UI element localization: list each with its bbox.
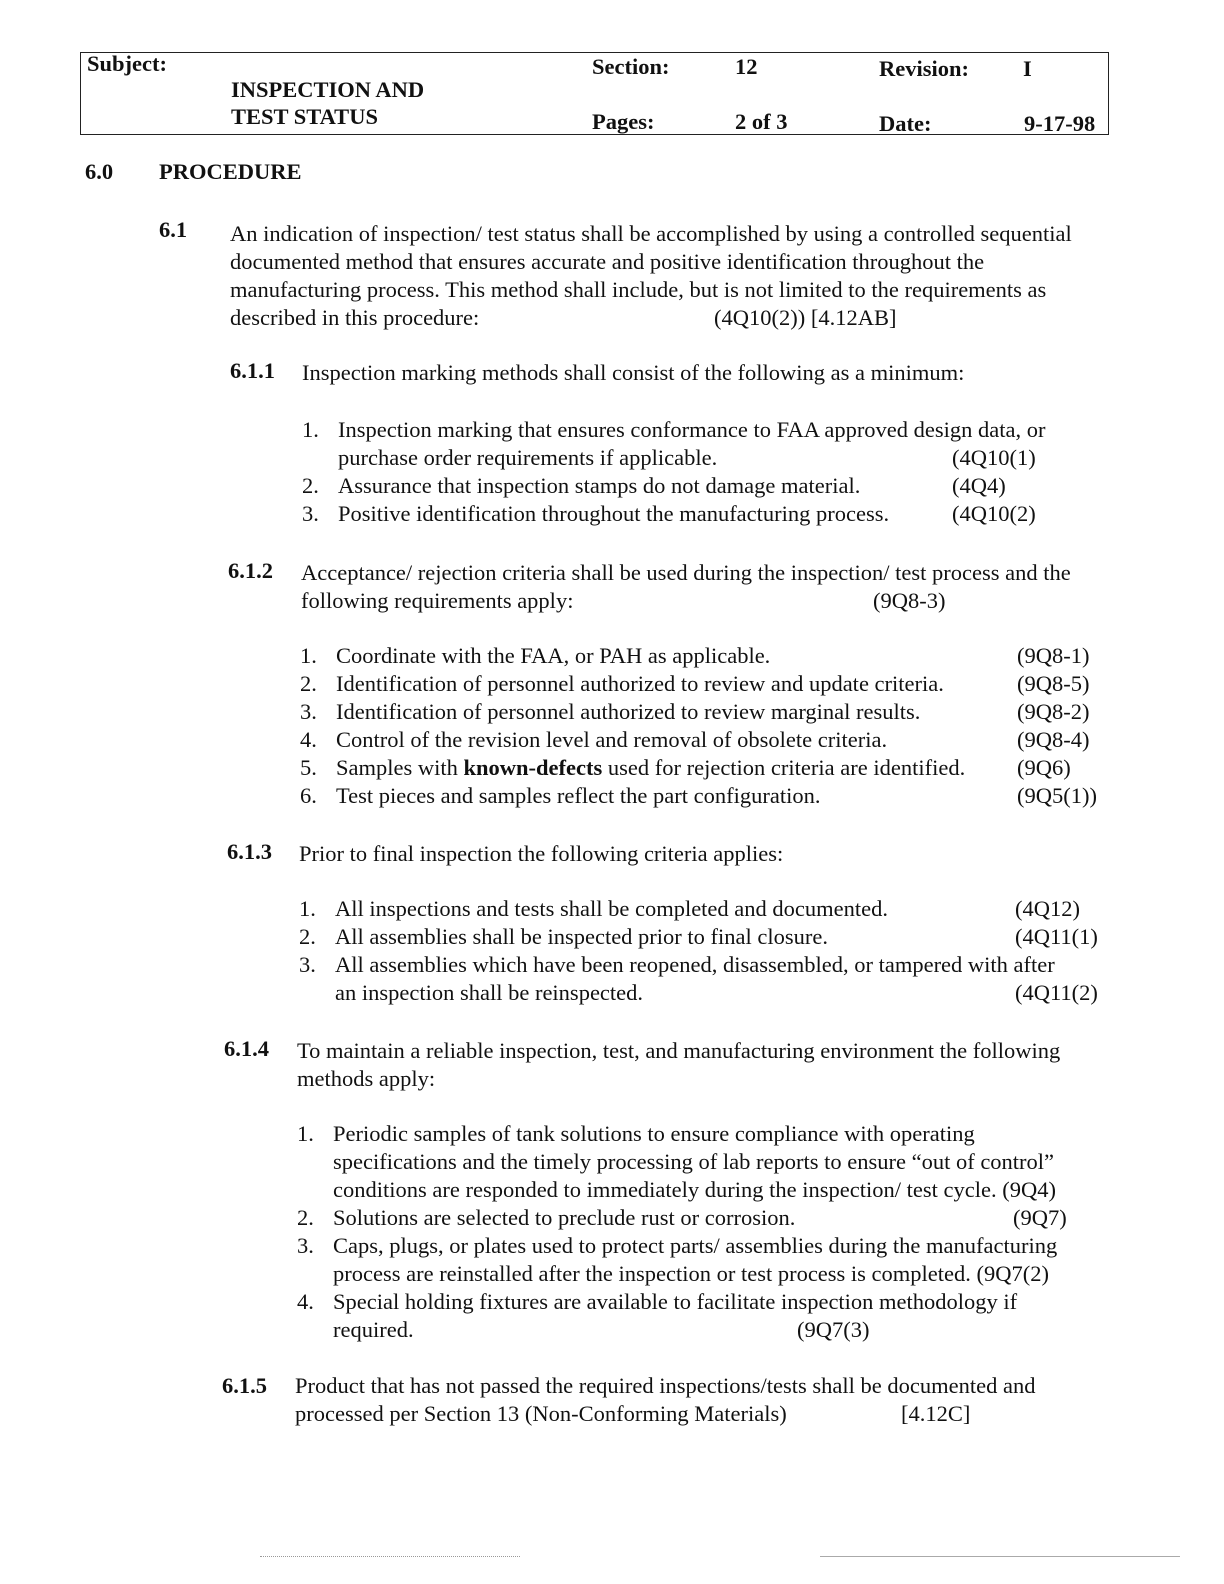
section-value: 12: [735, 54, 758, 79]
item-text: All inspections and tests shall be completed and documented.: [335, 896, 888, 921]
item-number: 5.: [300, 755, 317, 780]
section-label: Section:: [592, 54, 670, 79]
reference-code: [4.12C]: [901, 1401, 971, 1426]
scan-artifact: [260, 1556, 520, 1557]
reference-code: (9Q7(3): [797, 1317, 870, 1342]
text-line: methods apply:: [297, 1066, 436, 1091]
date-label: Date:: [879, 111, 932, 136]
pages-label: Pages:: [592, 109, 655, 134]
item-text-part: Samples with: [336, 755, 464, 780]
item-text: Periodic samples of tank solutions to ensure compliance with operating: [333, 1121, 975, 1146]
item-text: Control of the revision level and removal of obsolete criteria.: [336, 727, 888, 752]
item-number: 2.: [297, 1205, 314, 1230]
reference-code: (9Q8-1): [1017, 643, 1090, 668]
document-header: [80, 52, 1109, 135]
item-number: 1.: [299, 896, 316, 921]
text-line-content: processed per Section 13 (Non-Conforming Materials): [295, 1401, 787, 1426]
clause-6-1-2-text: [301, 559, 1121, 615]
text-line: Product that has not passed the required inspections/tests shall be documented and: [295, 1373, 1036, 1398]
item-text: required.: [333, 1317, 414, 1342]
item-text: Solutions are selected to preclude rust or corrosion.: [333, 1205, 796, 1230]
item-text: Identification of personnel authorized to review and update criteria.: [336, 671, 944, 696]
clause-6-1-3-list: [299, 895, 1111, 1007]
item-text: Positive identification throughout the manufacturing process.: [338, 501, 890, 526]
reference-code: (9Q8-5): [1017, 671, 1090, 696]
clause-6-1-number: 6.1: [159, 217, 188, 242]
subject-label: Subject:: [87, 51, 167, 76]
list-item: [300, 782, 1110, 810]
item-text-emphasis: known-defects: [463, 755, 603, 780]
clause-6-1-text: [230, 220, 1130, 332]
list-item: [299, 923, 1111, 951]
item-text: Inspection marking that ensures conformance to FAA approved design data, or: [338, 417, 1046, 442]
reference-code: (4Q11(2): [1015, 980, 1098, 1005]
item-number: 3.: [299, 952, 316, 977]
clause-6-1-4-text: [297, 1037, 1117, 1093]
reference-code: (4Q4): [952, 473, 1006, 498]
revision-label: Revision:: [879, 56, 969, 81]
clause-6-1-3-number: 6.1.3: [227, 839, 272, 864]
clause-6-1-5-text: [295, 1372, 1115, 1428]
item-number: 2.: [299, 924, 316, 949]
reference-code: (4Q10(2): [952, 501, 1036, 526]
reference-code: (4Q11(1): [1015, 924, 1098, 949]
item-number: 2.: [300, 671, 317, 696]
clause-6-1-3-text: Prior to final inspection the following criteria applies:: [299, 841, 784, 866]
list-item: [300, 754, 1110, 782]
list-item: [300, 642, 1110, 670]
item-text: an inspection shall be reinspected.: [335, 980, 644, 1005]
item-number: 1.: [300, 643, 317, 668]
item-number: 1.: [302, 417, 319, 442]
list-item: [300, 670, 1110, 698]
clause-6-1-1-number: 6.1.1: [230, 358, 275, 383]
item-text: Test pieces and samples reflect the part configuration.: [336, 783, 821, 808]
text-line: To maintain a reliable inspection, test, and manufacturing environment the following: [297, 1038, 1061, 1063]
item-text: Identification of personnel authorized to review marginal results.: [336, 699, 921, 724]
text-line: Acceptance/ rejection criteria shall be used during the inspection/ test process and the: [301, 560, 1071, 585]
clause-6-1-4-list: [297, 1120, 1107, 1344]
list-item-continuation: [297, 1176, 1107, 1204]
reference-code: (9Q6): [1017, 755, 1071, 780]
list-item: [297, 1204, 1107, 1232]
list-item: [302, 500, 1112, 528]
clause-6-1-5-number: 6.1.5: [222, 1373, 267, 1398]
text-line: manufacturing process. This method shall include, but is not limited to the requirements as: [230, 277, 1047, 302]
text-line: [295, 1400, 1115, 1428]
reference-code: (9Q5(1)): [1017, 783, 1097, 808]
text-line-content: following requirements apply:: [301, 588, 574, 613]
item-text: specifications and the timely processing of lab reports to ensure “out of control”: [333, 1149, 1055, 1174]
item-text: All assemblies which have been reopened, disassembled, or tampered with after: [335, 952, 1055, 977]
reference-code: (9Q8-4): [1017, 727, 1090, 752]
reference-code: (4Q12): [1015, 896, 1080, 921]
list-item-continuation: [299, 979, 1111, 1007]
item-number: 2.: [302, 473, 319, 498]
item-text: Caps, plugs, or plates used to protect parts/ assemblies during the manufacturing: [333, 1233, 1058, 1258]
list-item-continuation: [302, 444, 1112, 472]
list-item-continuation: [297, 1260, 1107, 1288]
item-number: 4.: [297, 1289, 314, 1314]
text-line: documented method that ensures accurate and positive identification throughout the: [230, 249, 985, 274]
reference-code: (4Q10(2)) [4.12AB]: [714, 305, 897, 330]
text-line: [230, 304, 1130, 332]
item-text: Special holding fixtures are available to facilitate inspection methodology if: [333, 1289, 1018, 1314]
reference-code: (4Q10(1): [952, 445, 1036, 470]
subject-line-2: TEST STATUS: [231, 104, 378, 129]
item-number: 3.: [302, 501, 319, 526]
clause-6-1-4-number: 6.1.4: [224, 1036, 269, 1061]
list-item-continuation: [297, 1316, 1107, 1344]
text-line: An indication of inspection/ test status shall be accomplished by using a controlled sequential: [230, 221, 1072, 246]
item-text: purchase order requirements if applicable.: [338, 445, 718, 470]
list-item: [297, 1120, 1107, 1148]
reference-code: (9Q7): [1013, 1205, 1067, 1230]
section-title: PROCEDURE: [159, 159, 302, 184]
item-text: [336, 754, 965, 782]
subject-line-1: INSPECTION AND: [231, 77, 425, 102]
item-number: 3.: [300, 699, 317, 724]
item-text: conditions are responded to immediately during the inspection/ test cycle. (9Q4): [333, 1177, 1056, 1202]
item-text: All assemblies shall be inspected prior to final closure.: [335, 924, 829, 949]
reference-code: (9Q8-2): [1017, 699, 1090, 724]
revision-value: I: [1023, 56, 1032, 81]
list-item: [299, 951, 1111, 979]
text-line: [301, 587, 1121, 615]
list-item: [299, 895, 1111, 923]
item-text: process are reinstalled after the inspection or test process is completed. (9Q7(2): [333, 1261, 1050, 1286]
item-text: Coordinate with the FAA, or PAH as applicable.: [336, 643, 771, 668]
item-number: 6.: [300, 783, 317, 808]
item-number: 3.: [297, 1233, 314, 1258]
clause-6-1-2-number: 6.1.2: [228, 558, 273, 583]
item-text: Assurance that inspection stamps do not damage material.: [338, 473, 861, 498]
item-text-part: used for rejection criteria are identified.: [602, 755, 966, 780]
item-number: 1.: [297, 1121, 314, 1146]
list-item-continuation: [297, 1148, 1107, 1176]
list-item: [300, 698, 1110, 726]
clause-6-1-1-text: Inspection marking methods shall consist of the following as a minimum:: [302, 360, 965, 385]
reference-code: (9Q8-3): [873, 588, 946, 613]
list-item: [297, 1288, 1107, 1316]
list-item: [300, 726, 1110, 754]
scan-artifact: [820, 1556, 1180, 1557]
clause-6-1-1-list: [302, 416, 1112, 528]
pages-value: 2 of 3: [735, 109, 788, 134]
list-item: [302, 472, 1112, 500]
item-number: 4.: [300, 727, 317, 752]
list-item: [297, 1232, 1107, 1260]
date-value: 9-17-98: [1024, 111, 1096, 136]
clause-6-1-2-list: [300, 642, 1110, 810]
list-item: [302, 416, 1112, 444]
section-number: 6.0: [85, 159, 114, 184]
text-line-content: described in this procedure:: [230, 305, 480, 330]
